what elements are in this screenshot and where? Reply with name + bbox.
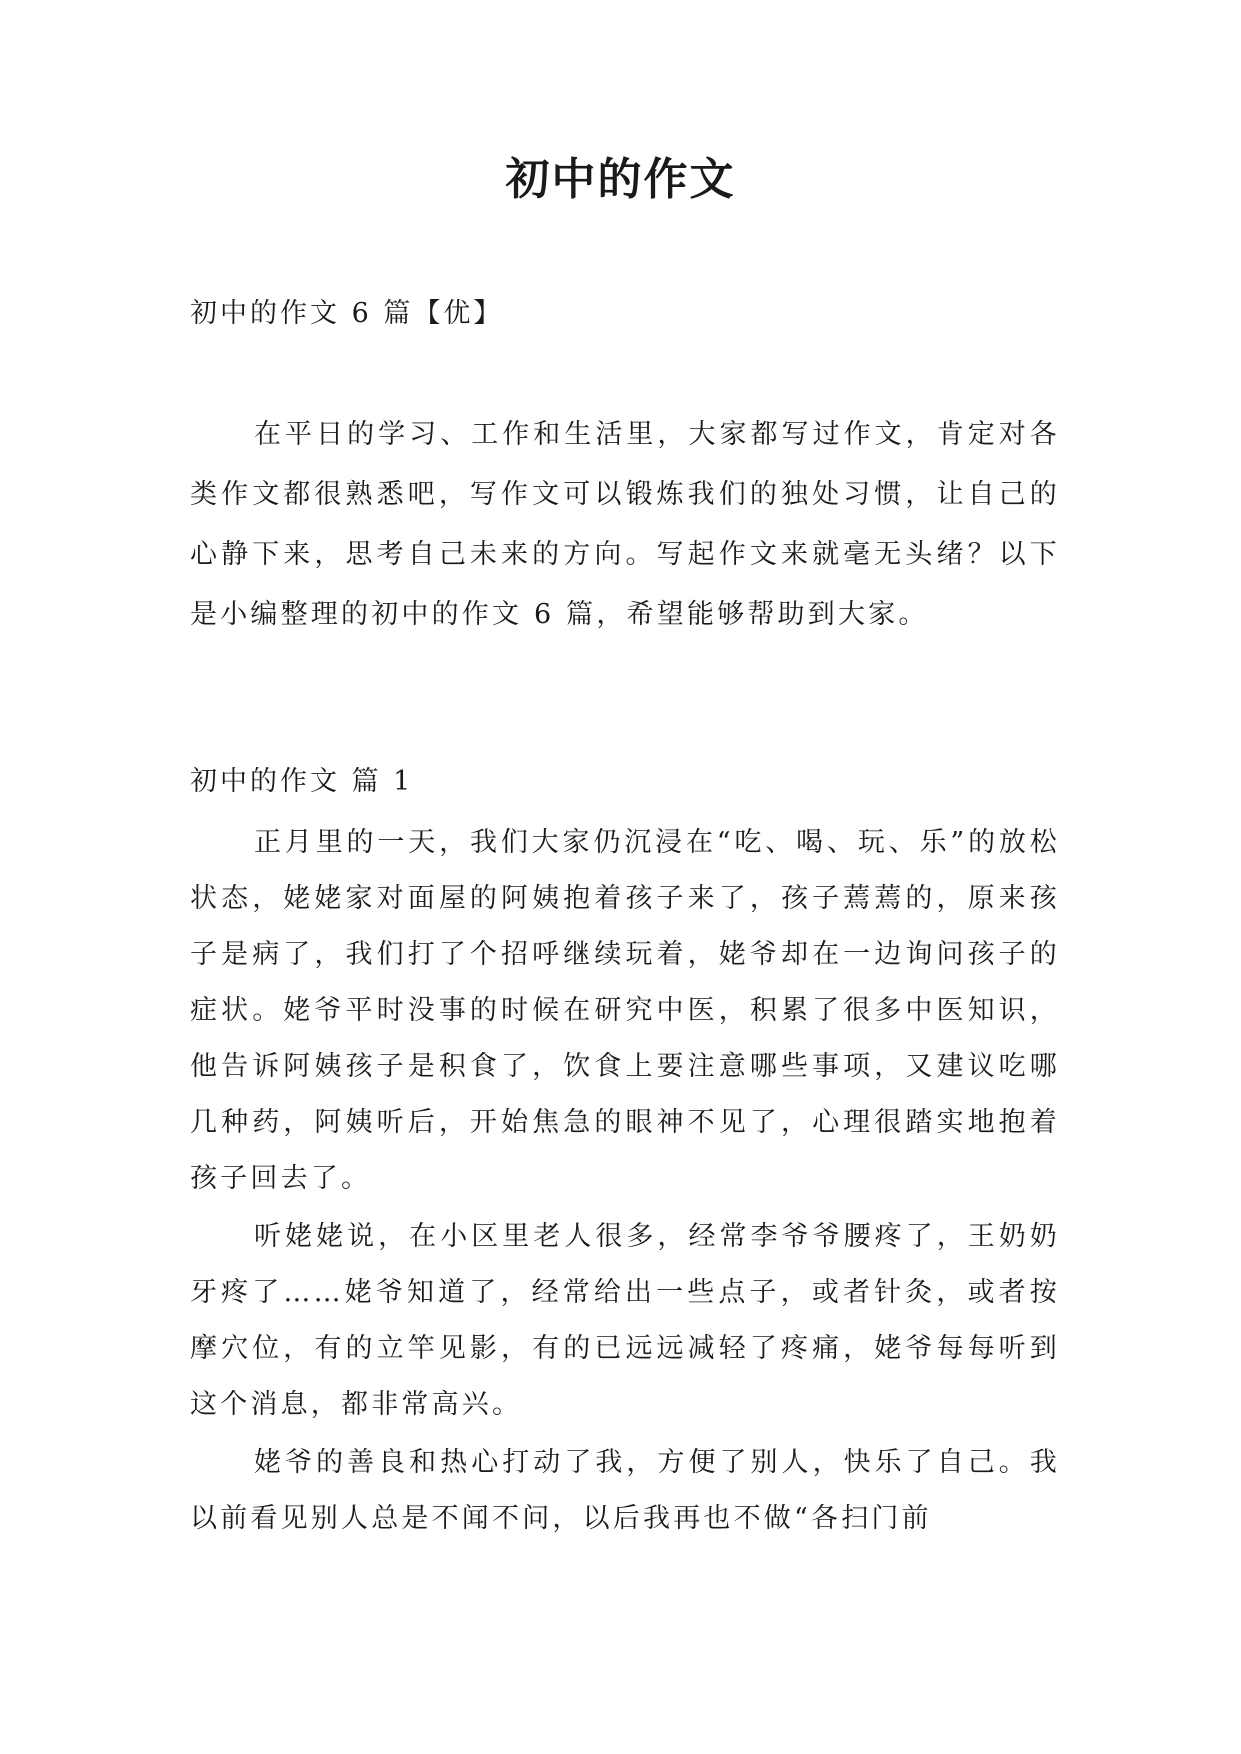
body-paragraph-2: 听姥姥说，在小区里老人很多，经常李爷爷腰疼了，王奶奶牙疼了……姥爷知道了，经常给出一些点子，或者针灸，或者按摩穴位，有的立竿见影，有的已远远减轻了疼痛，姥爷每每听到这个消息，都非常高兴。: [190, 1221, 1060, 1420]
document-title: 初中的作文: [505, 154, 736, 205]
section-heading: 初中的作文 篇 1: [190, 766, 414, 797]
body-paragraph-3: 姥爷的善良和热心打动了我，方便了别人，快乐了自己。我以前看见别人总是不闻不问，以后我再也不做“各扫门前: [190, 1447, 1060, 1534]
intro-paragraph: 在平日的学习、工作和生活里，大家都写过作文，肯定对各类作文都很熟悉吧，写作文可以锻炼我们的独处习惯，让自己的心静下来，思考自己未来的方向。写起作文来就毫无头绪？以下是小编整理的初中的作文 6 篇，希望能够帮助到大家。: [190, 419, 1060, 630]
document-subtitle: 初中的作文 6 篇【优】: [190, 298, 504, 329]
body-paragraph-1: 正月里的一天，我们大家仍沉浸在“吃、喝、玩、乐”的放松状态，姥姥家对面屋的阿姨抱着孩子来了，孩子蔫蔫的，原来孩子是病了，我们打了个招呼继续玩着，姥爷却在一边询问孩子的症状。姥爷平时没事的时候在研究中医，积累了很多中医知识，他告诉阿姨孩子是积食了，饮食上要注意哪些事项，又建议吃哪几种药，阿姨听后，开始焦急的眼神不见了，心理很踏实地抱着孩子回去了。: [190, 827, 1060, 1194]
section-body: [190, 815, 1060, 1549]
